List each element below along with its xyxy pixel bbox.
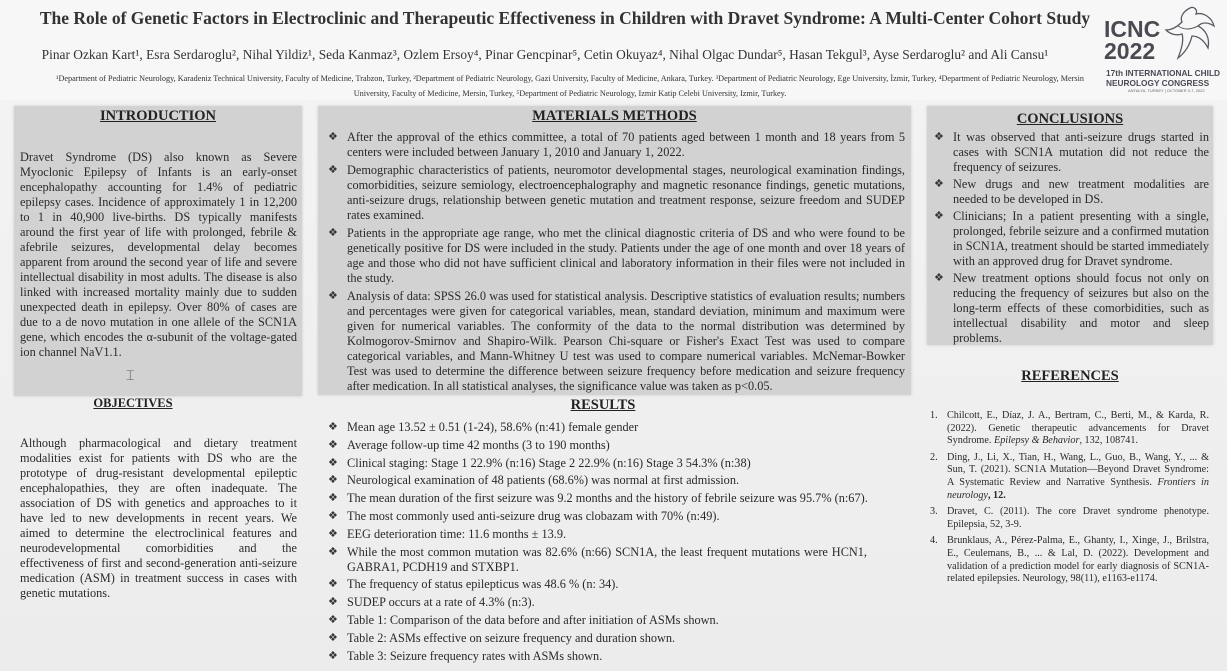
conclusions-list — [932, 130, 1209, 348]
reference-text: Dravet, C. (2011). The core Dravet syndrome phenotype. Epilepsia, 52, 3-9. — [947, 506, 1209, 530]
results-item: ❖ The mean duration of the first seizure was 9.2 months and the history of febrile seizure was 95.7% (n:67). — [326, 491, 926, 506]
reference-journal: Epilepsy & Behavior — [993, 435, 1080, 447]
introduction-heading: INTRODUCTION — [99, 108, 216, 124]
poster-title: The Role of Genetic Factors in Electroclinic and Therapeutic Effectiveness in Children with Dravet Syndrome: A Multi-Center Cohort Study — [39, 8, 1091, 28]
results-item: ❖ EEG deterioration time: 11.6 months ± 13.9. — [326, 527, 926, 542]
reference-number: 2. — [930, 451, 938, 463]
results-item: ❖ Clinical staging: Stage 1 22.9% (n:16) Stage 2 22.9% (n:16) Stage 3 54.3% (n:38) — [326, 456, 926, 471]
reference-item — [930, 535, 1209, 585]
reference-number: 3. — [930, 506, 938, 518]
results-item: ❖ The frequency of status epilepticus was 48.6 % (n: 34). — [326, 577, 926, 592]
reference-item — [930, 506, 1209, 531]
text-cursor-icon: ⌶ — [126, 368, 135, 384]
conclusions-item: ❖ Clinicians; In a patient presenting with a single, prolonged, febrile seizure and a confirmed mutation in SCN1A, treatment should be started immediately with an approved drug for Dravet syndrome. — [932, 209, 1209, 269]
conclusions-item: ❖ New drugs and new treatment modalities are needed to be developed in DS. — [932, 177, 1209, 207]
author-list: Pinar Ozkan Kart¹, Esra Serdaroglu², Nihal Yildiz¹, Seda Kanmaz³, Ozlem Ersoy⁴, Pinar Gencpinar⁵, Cetin Okuyaz⁴, Nihal Olgac Dundar⁵, Hasan Tekgul³, Ayse Serdaroglu² and Ali Cansu¹ — [41, 47, 1049, 62]
icnc-logo — [1100, 4, 1224, 96]
results-item: ❖ The most commonly used anti-seizure drug was clobazam with 70% (n:49). — [326, 509, 926, 524]
methods-item: ❖ Patients in the appropriate age range, who met the clinical diagnostic criteria of DS and who were found to be genetically positive for DS were included in the study. Patients under the age of one month and over 18 years of age and those who did not have sufficient clinical and laboratory information in their files were not included in the study. — [326, 226, 905, 286]
logo-congress — [1106, 68, 1220, 88]
results-item: ❖ Mean age 13.52 ± 0.51 (1-24), 58.6% (n:41) female gender — [326, 420, 926, 435]
results-item: ❖ Table 1: Comparison of the data before and after initiation of ASMs shown. — [326, 613, 926, 628]
objectives-text: Although pharmacological and dietary treatment modalities exist for patients with DS who are the prototype of drug-resistant developmental epileptic encephalopathies, they are often inadequate. The association of DS with genetics and approaches to it have led to new developments in recent years. We aimed to determine the electroclinical features and neurodevelopmental comorbidities and the effectiveness of first and second-generation anti-seizure medication (ASM) in treatment success in cases with genetic mutations. — [20, 436, 297, 600]
results-list — [326, 420, 926, 666]
methods-item: ❖ After the approval of the ethics committee, a total of 70 patients aged between 1 month and 18 years from 5 centers were included between January 1, 2010 and January 1, 2022. — [326, 130, 905, 160]
reference-item — [930, 452, 1209, 502]
reference-text: Ding, J., Li, X., Tian, H., Wang, L., Guo, B., Wang, Y., ... & Sun, T. (2021). SCN1A Mutation—Beyond Dravet Syndrome: A Systematic Review and Narrative Synthesis. — [947, 451, 1209, 488]
logo-location: ANTALYA, TURKEY | OCTOBER 3-7, 2022 — [1128, 88, 1205, 93]
references-heading: REFERENCES — [1021, 368, 1119, 384]
reference-number: 4. — [930, 535, 938, 547]
affiliations-line-1: ¹Department of Pediatric Neurology, Karadeniz Technical University, Faculty of Medicine, Trabzon, Turkey, ²Department of Pediatric Neurology, Gazi University, Faculty of Medicine, Ankara, Turkey. ³Department of Pediatric Neurology, Ege University, İzmir, Turkey, ⁴Department of Pediatric Neurology, Mersin — [56, 74, 1084, 83]
affiliations — [20, 71, 1120, 101]
results-item: ❖ SUDEP occurs at a rate of 4.3% (n:3). — [326, 595, 926, 610]
logo-icnc: ICNC — [1104, 16, 1161, 42]
conclusions-item: ❖ It was observed that anti-seizure drugs started in cases with SCN1A mutation did not reduce the frequency of seizures. — [932, 130, 1209, 175]
reference-text: Brunklaus, A., Pérez-Palma, E., Ghanty, I., Xinge, J., Brilstra, E., Ceulemans, B., ... & Lal, D. (2022). Development and validation of a prediction model for early diagnosis of SCN1A-related epilepsies. Neurology, 98(11), e1163-e1174. — [947, 535, 1209, 585]
logo-congress-line-2: NEUROLOGY CONGRESS — [1106, 78, 1210, 88]
results-item: ❖ Table 3: Seizure frequency rates with ASMs shown. — [326, 649, 926, 664]
objectives-heading: OBJECTIVES — [93, 396, 173, 410]
methods-heading: MATERIALS METHODS — [532, 108, 697, 124]
results-item: ❖ Average follow-up time 42 months (3 to 190 months) — [326, 438, 926, 453]
reference-item — [930, 410, 1209, 448]
results-item: ❖ While the most common mutation was 82.6% (n:66) SCN1A, the least frequent mutations were HCN1, GABRA1, PCDH19 and STXBP1. — [326, 545, 867, 575]
dancer-figure-icon — [1160, 4, 1222, 66]
methods-item: ❖ Demographic characteristics of patients, neuromotor developmental stages, neurological examination findings, comorbidities, seizure semiology, electroencephalography and magnetic resonance findings, genetic mutations, anti-seizure drugs, relationship between genetic mutation and treatment response, seizure freedom and SUDEP rates examined. — [326, 163, 905, 223]
reference-journal: Frontiers in neurology — [947, 476, 1209, 501]
references-list — [930, 410, 1209, 590]
logo-congress-line-1: 17th INTERNATIONAL CHILD — [1106, 68, 1221, 78]
introduction-text: Dravet Syndrome (DS) also known as Severe Myoclonic Epilepsy of Infants is an early-onset encephalopathy accounting for 1.4% of pediatric epilepsy cases. Incidence of approximately 1 in 12,200 to 1 in 40,900 live-births. DS typically manifests around the first year of life with prolonged, febrile & afebrile seizures, developmental delay becomes apparent from around the second year of life and severe intellectual disability in most adults. The disease is also linked with increased mortality mainly due to sudden unexpected death in epilepsy. Over 80% of cases are due to a de novo mutation in one allele of the SCN1A gene, which encodes the α-subunit of the voltage-gated ion channel NaV1.1. — [20, 150, 297, 359]
conclusions-item: ❖ New treatment options should focus not only on reducing the frequency of seizures but also on the long-term effects of these comorbidities, such as intellectual disability and motor and sleep problems. — [932, 271, 1209, 346]
results-heading: RESULTS — [570, 397, 636, 413]
reference-number: 1. — [930, 410, 938, 421]
results-item: ❖ Neurological examination of 48 patients (68.6%) was normal at first admission. — [326, 473, 926, 488]
reference-volume: , 12. — [987, 489, 1006, 501]
affiliations-line-2: University, Faculty of Medicine, Mersin, Turkey, ⁵Department of Pediatric Neurology, Izmir Katip Celebi University, Izmir, Turkey. — [353, 89, 787, 98]
methods-item: ❖ Analysis of data: SPSS 26.0 was used for statistical analysis. Descriptive statistics of evaluation results; numbers and percentages were given for categorical variables, mean, standard deviation, minimum and maximum were given for numerical variables. The conformity of the data to the normal distribution was determined by Kolmogorov-Smirnov and Shapiro-Wilk. Pearson Chi-square or Fisher's Exact Test was used to compare categorical variables, and Mann-Whitney U test was used to compare numerical variables. McNemar-Bowker Test was used to determine the difference between seizure frequency before medication and seizure frequency after medication. In all statistical analyses, the significance value was taken as p<0.05. — [326, 289, 905, 394]
logo-year: 2022 — [1104, 38, 1156, 64]
reference-volume: , 132, 108741. — [1079, 435, 1139, 447]
methods-list — [326, 130, 905, 397]
conclusions-heading: CONCLUSIONS — [1016, 111, 1124, 127]
reference-text: Chilcott, E., Díaz, J. A., Bertram, C., Berti, M., & Karda, R. (2022). Genetic therapeutic advancements for Dravet Syndrome. — [947, 410, 1209, 447]
results-item: ❖ Table 2: ASMs effective on seizure frequency and duration shown. — [326, 631, 926, 646]
poster-header — [0, 0, 1227, 100]
